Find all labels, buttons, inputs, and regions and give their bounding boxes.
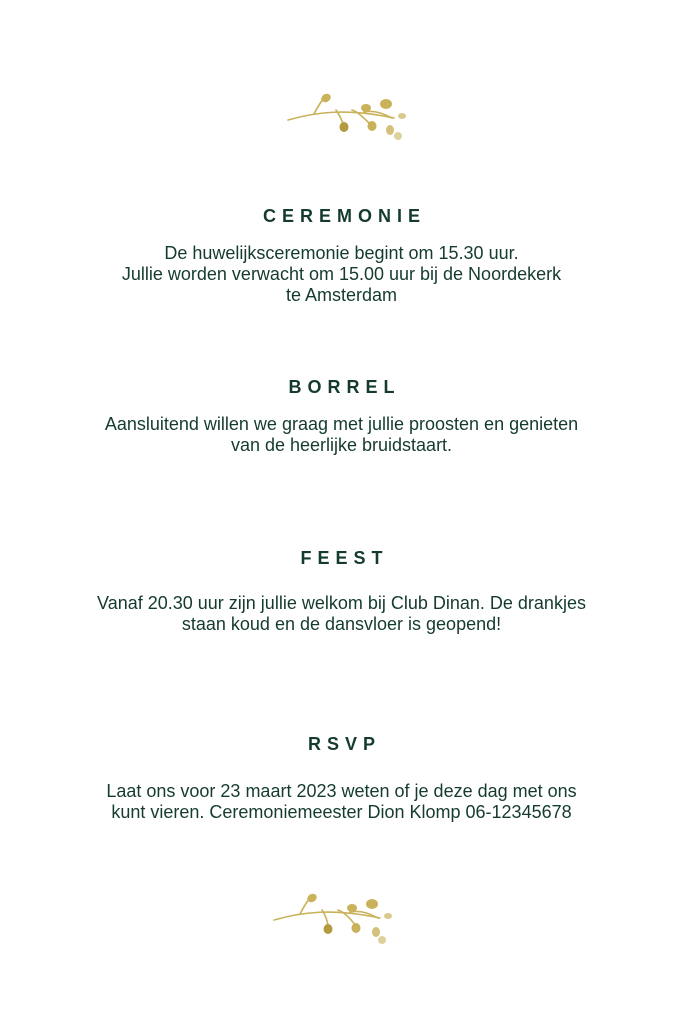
feest-section — [0, 548, 683, 569]
rsvp-section — [0, 734, 683, 755]
rsvp-line: kunt vieren. Ceremoniemeester Dion Klomp 06-12345678 — [111, 802, 572, 822]
borrel-line: van de heerlijke bruidstaart. — [230, 435, 453, 455]
borrel-section — [0, 377, 683, 398]
rsvp-line: Laat ons voor 23 maart 2023 weten of je deze dag met ons — [106, 781, 577, 801]
ceremonie-section — [0, 206, 683, 227]
feest-line: staan koud en de dansvloer is geopend! — [181, 614, 502, 634]
gold-sprig-icon — [286, 90, 410, 146]
ceremonie-line: te Amsterdam — [285, 285, 398, 305]
feest-text — [0, 593, 683, 635]
rsvp-heading: RSVP — [307, 734, 382, 754]
ceremonie-heading: CEREMONIE — [262, 206, 426, 226]
ceremonie-text — [0, 243, 683, 306]
feest-heading: FEEST — [300, 548, 389, 568]
feest-line: Vanaf 20.30 uur zijn jullie welkom bij Club Dinan. De drankjes — [97, 593, 586, 613]
ceremonie-line: De huwelijksceremonie begint om 15.30 uur. — [164, 243, 519, 263]
borrel-text — [0, 414, 683, 456]
ceremonie-line: Jullie worden verwacht om 15.00 uur bij de Noordekerk — [121, 264, 562, 284]
borrel-heading: BORREL — [288, 377, 401, 397]
borrel-line: Aansluitend willen we graag met jullie proosten en genieten — [104, 414, 579, 434]
gold-sprig-icon — [272, 892, 396, 948]
rsvp-text — [0, 781, 683, 823]
